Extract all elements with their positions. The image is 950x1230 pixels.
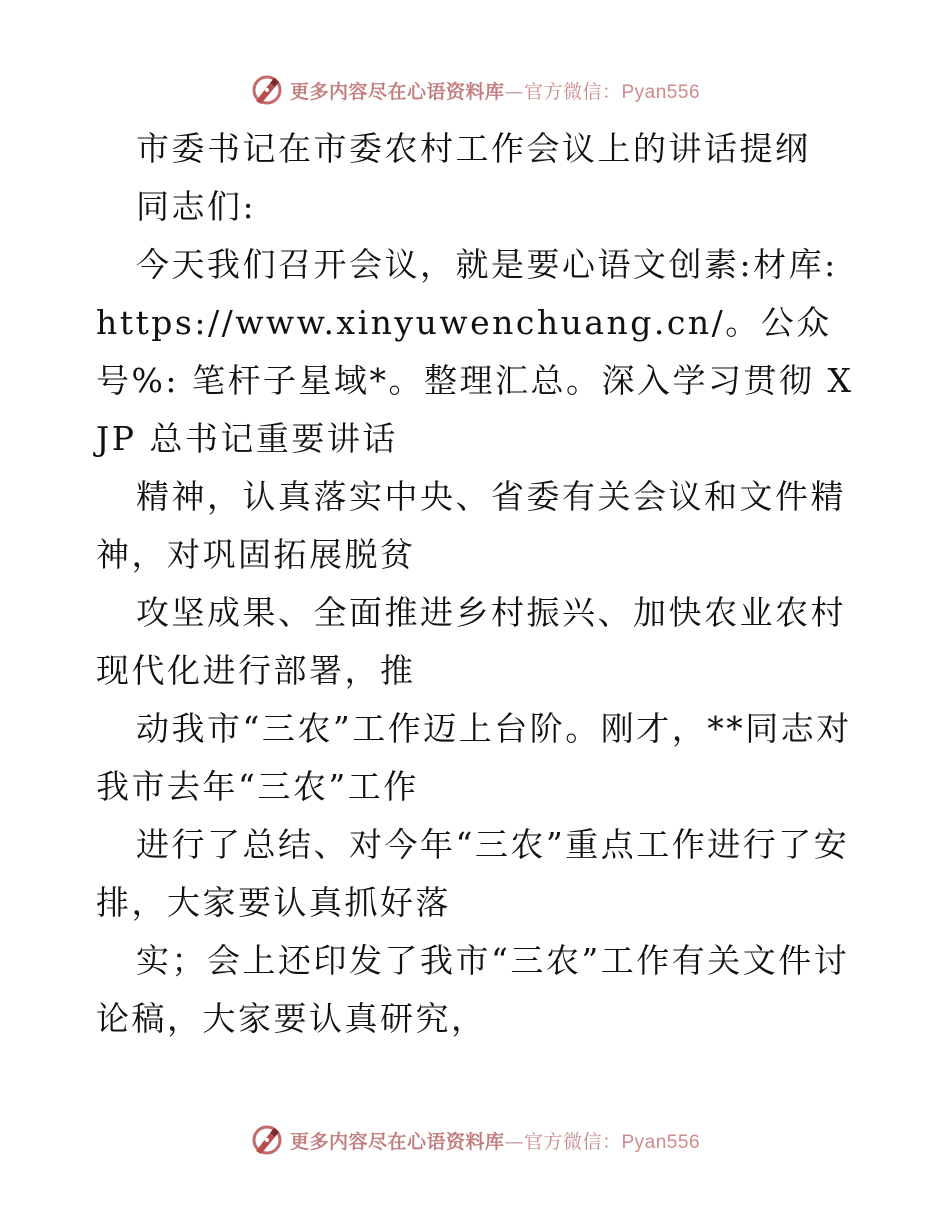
watermark-separator: —: [504, 80, 524, 103]
paragraph: 精神，认真落实中央、省委有关会议和文件精神，对巩固拓展脱贫: [96, 477, 846, 574]
watermark-separator: —: [504, 1130, 524, 1153]
paragraph: 动我市“三农”工作迈上台阶。刚才，**同志对我市去年“三农”工作: [96, 709, 852, 806]
watermark-wechat-id: Pyan556: [621, 1131, 701, 1153]
watermark-wechat-id: Pyan556: [621, 81, 701, 103]
document-body: [96, 120, 856, 1048]
paragraph: 今天我们召开会议，就是要心语文创素:材库: https://www.xinyuwenchuang.cn/。公众号%: 笔杆子星域*。整理汇总。深入学习贯彻 XJP 总书记重要讲话: [96, 245, 854, 458]
footer-watermark: [0, 1122, 950, 1158]
pen-logo-icon: [250, 73, 284, 107]
salutation: 同志们:: [136, 187, 257, 226]
watermark-text: [290, 1127, 700, 1154]
paragraph: 攻坚成果、全面推进乡村振兴、加快农业农村现代化进行部署，推: [96, 593, 846, 690]
watermark-main: 更多内容尽在心语资料库: [289, 1130, 505, 1153]
paragraph: 实；会上还印发了我市“三农”工作有关文件讨论稿，大家要认真研究，: [96, 941, 850, 1038]
watermark-wechat-label: 官方微信：: [523, 80, 622, 103]
pen-logo-icon: [250, 1123, 284, 1157]
watermark-main: 更多内容尽在心语资料库: [289, 80, 505, 103]
document-title: 市委书记在市委农村工作会议上的讲话提纲: [136, 129, 811, 168]
header-watermark: [0, 72, 950, 108]
watermark-wechat-label: 官方微信：: [523, 1130, 622, 1153]
paragraph: 进行了总结、对今年“三农”重点工作进行了安排，大家要认真抓好落: [96, 825, 850, 922]
watermark-text: [290, 77, 700, 104]
